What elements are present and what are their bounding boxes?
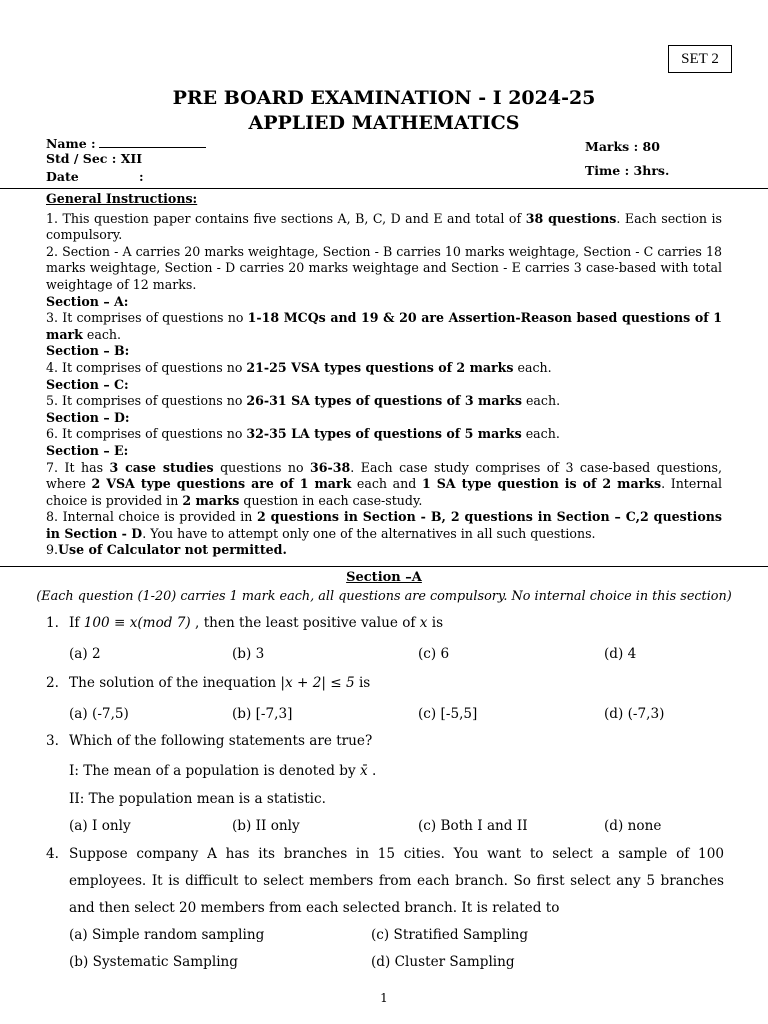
question-4-number: 4. bbox=[46, 846, 59, 862]
section-c-label: Section – C: bbox=[46, 376, 129, 392]
instruction-6: 6. It comprises of questions no 32-35 LA types of questions of 5 marks each. bbox=[46, 426, 560, 442]
instruction-7: 7. It has 3 case studies questions no 36-38. Each case study comprises of 3 case-based questions, where 2 VSA type questions are of 1 mark each and 1 SA type question is of 2 marks. Internal choice is provided in 2 marks question in each case-study. bbox=[46, 459, 722, 508]
name-blank bbox=[99, 137, 206, 148]
time-label: Time : 3hrs. bbox=[585, 163, 670, 178]
q1-option-c: (c) 6 bbox=[418, 646, 450, 662]
section-a-label: Section – A: bbox=[46, 293, 129, 309]
question-1-text: If 100 ≡ x(mod 7) , then the least positive value of x is bbox=[69, 615, 444, 631]
instruction-3: 3. It comprises of questions no 1-18 MCQs and 19 & 20 are Assertion-Reason based questions of 1 mark each. bbox=[46, 310, 723, 342]
question-3-statement-1: I: The mean of a population is denoted by x̄ . bbox=[69, 763, 377, 779]
section-e-label: Section – E: bbox=[46, 442, 129, 458]
instruction-2: 2. Section - A carries 20 marks weightage, Section - B carries 10 marks weightage, Section - C carries 18 marks weightage, Section - D carries 20 marks weightage and Section - E carries 3 case-based with total weightage of 12 marks. bbox=[46, 243, 722, 292]
question-1-math: 100 ≡ x(mod 7) bbox=[83, 615, 191, 631]
q2-option-b: (b) [-7,3] bbox=[232, 706, 293, 722]
q1-option-d: (d) 4 bbox=[604, 646, 637, 662]
q3-option-d: (d) none bbox=[604, 818, 662, 834]
question-3-text: Which of the following statements are true? bbox=[69, 733, 373, 749]
question-4-text: Suppose company A has its branches in 15 cities. You want to select a sample of 100 employees. It is difficult to select members from each branch. So first select any 5 branches and then select 20 members from each selected branch. It is related to bbox=[69, 846, 724, 916]
q4-option-d: (d) Cluster Sampling bbox=[371, 954, 515, 970]
name-field bbox=[46, 136, 206, 151]
instruction-5: 5. It comprises of questions no 26-31 SA types of questions of 3 marks each. bbox=[46, 393, 561, 409]
q4-option-c: (c) Stratified Sampling bbox=[371, 927, 529, 943]
q3-option-a: (a) I only bbox=[69, 818, 131, 834]
header-divider bbox=[0, 188, 768, 189]
question-2-math: |x + 2| ≤ 5 bbox=[280, 675, 355, 691]
instructions-divider bbox=[0, 566, 768, 567]
question-3-xbar: x̄ bbox=[359, 763, 368, 779]
section-a-note: (Each question (1-20) carries 1 mark each, all questions are compulsory. No internal choice in this section) bbox=[36, 589, 732, 604]
instruction-8: 8. Internal choice is provided in 2 questions in Section - B, 2 questions in Section – C,2 questions in Section - D. You have to attempt only one of the alternatives in all such questions. bbox=[46, 509, 722, 541]
question-1-number: 1. bbox=[46, 615, 59, 631]
std-label: Std / Sec : XII bbox=[46, 151, 143, 166]
date-colon: : bbox=[139, 169, 144, 184]
q3-option-c: (c) Both I and II bbox=[418, 818, 528, 834]
question-3-statement-2: II: The population mean is a statistic. bbox=[69, 791, 326, 807]
q1-option-a: (a) 2 bbox=[69, 646, 101, 662]
page-number: 1 bbox=[380, 991, 388, 1005]
section-a-title: Section –A bbox=[346, 570, 422, 585]
q2-option-c: (c) [-5,5] bbox=[418, 706, 478, 722]
instructions-heading: General Instructions: bbox=[46, 191, 198, 206]
instruction-9: 9.Use of Calculator not permitted. bbox=[46, 542, 287, 558]
section-d-label: Section – D: bbox=[46, 409, 130, 425]
question-2-text: The solution of the inequation |x + 2| ≤ 5 is bbox=[69, 675, 371, 691]
exam-title: PRE BOARD EXAMINATION - I 2024-25 bbox=[172, 87, 596, 109]
q2-option-d: (d) (-7,3) bbox=[604, 706, 665, 722]
subject-title: APPLIED MATHEMATICS bbox=[248, 112, 520, 134]
name-label: Name : bbox=[46, 136, 96, 151]
q2-option-a: (a) (-7,5) bbox=[69, 706, 129, 722]
instruction-4: 4. It comprises of questions no 21-25 VSA types questions of 2 marks each. bbox=[46, 359, 552, 375]
set-label: SET 2 bbox=[668, 45, 732, 73]
instruction-1: 1. This question paper contains five sections A, B, C, D and E and total of 38 questions. Each section is compulsory. bbox=[46, 210, 722, 243]
general-instructions bbox=[46, 191, 722, 559]
marks-label: Marks : 80 bbox=[585, 139, 660, 154]
section-b-label: Section – B: bbox=[46, 343, 130, 359]
question-2-number: 2. bbox=[46, 675, 59, 691]
q4-option-b: (b) Systematic Sampling bbox=[69, 954, 239, 970]
question-3-number: 3. bbox=[46, 733, 59, 749]
date-label: Date bbox=[46, 169, 79, 184]
q1-option-b: (b) 3 bbox=[232, 646, 265, 662]
q4-option-a: (a) Simple random sampling bbox=[69, 927, 265, 943]
q3-option-b: (b) II only bbox=[232, 818, 300, 834]
